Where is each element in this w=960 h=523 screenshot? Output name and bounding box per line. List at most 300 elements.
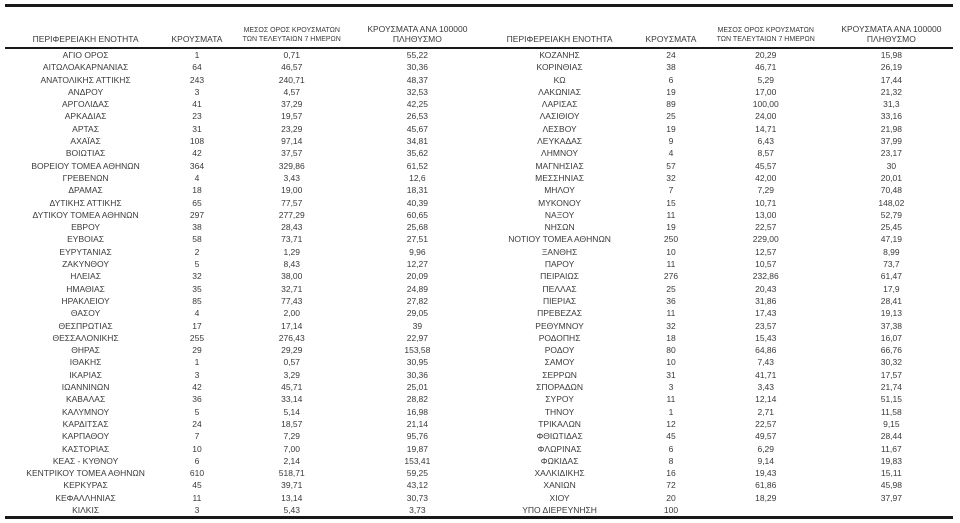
table-row [5, 504, 479, 516]
table-cell: ΕΥΒΟΙΑΣ [67, 234, 105, 245]
table-cell: 25 [666, 283, 676, 294]
table-row [5, 467, 479, 479]
table-cell: ΒΟΡΕΙΟΥ ΤΟΜΕΑ ΑΘΗΝΩΝ [31, 160, 140, 171]
table-cell: 30,32 [880, 357, 902, 368]
table-row [479, 467, 953, 479]
table-cell: 8,99 [883, 246, 900, 257]
table-cell: 6 [194, 455, 200, 466]
table-cell: ΚΑΛΥΜΝΟΥ [61, 406, 110, 417]
table-row [5, 295, 479, 307]
table-cell: ΛΑΡΙΣΑΣ [541, 99, 578, 110]
table-cell: ΝΗΣΩΝ [544, 222, 575, 233]
table-row [5, 98, 479, 110]
table-cell: 97,14 [281, 136, 303, 147]
table-cell: ΘΑΣΟΥ [70, 308, 101, 319]
col-header-cases-label: ΚΡΟΥΣΜΑΤΑ [171, 34, 223, 44]
table-cell: ΛΕΥΚΑΔΑΣ [537, 136, 583, 147]
table-row [5, 258, 479, 270]
table-cell: 24 [192, 418, 202, 429]
table-cell: 21,32 [880, 86, 902, 97]
table-cell: 29,29 [281, 345, 303, 356]
table-row [5, 320, 479, 332]
table-cell: 36 [192, 394, 202, 405]
table-cell: 29,05 [406, 308, 428, 319]
table-row [5, 492, 479, 504]
table-cell: 19 [666, 86, 676, 97]
table-cell: 58 [192, 234, 202, 245]
cases-table-right [479, 7, 953, 516]
table-cell: ΑΡΚΑΔΙΑΣ [64, 111, 107, 122]
table-cell: ΦΛΩΡΙΝΑΣ [537, 443, 582, 454]
table-row [5, 160, 479, 172]
table-cell: 20,43 [755, 283, 777, 294]
table-cell: 18,31 [406, 185, 428, 196]
table-cell: ΘΕΣΣΑΛΟΝΙΚΗΣ [52, 332, 119, 343]
table-cell: 4,57 [283, 86, 301, 97]
table-cell: 7 [194, 431, 200, 442]
table-cell: 34,81 [406, 136, 428, 147]
table-cell: 3,43 [283, 172, 301, 183]
table-cell: 28,43 [281, 222, 303, 233]
table-cell: ΦΩΚΙΔΑΣ [540, 455, 579, 466]
table-cell: ΔΡΑΜΑΣ [68, 185, 103, 196]
table-cell: 100,00 [752, 99, 779, 110]
table-cell: 610 [189, 468, 205, 479]
table-cell: ΠΕΛΛΑΣ [542, 283, 577, 294]
table-cell: 38 [666, 62, 676, 73]
table-cell: 1 [194, 50, 200, 60]
table-cell: 11 [666, 209, 676, 220]
table-cell: 3 [194, 504, 200, 515]
table-cell: 31,86 [755, 295, 777, 306]
table-body-right [479, 48, 953, 516]
table-cell: 19 [666, 123, 676, 134]
table-cell: 1,29 [283, 246, 301, 257]
table-row [479, 418, 953, 430]
table-cell: 32 [666, 320, 676, 331]
table-row [5, 455, 479, 467]
table-row [479, 443, 953, 455]
table-cell: 276,43 [278, 332, 305, 343]
table-row [5, 135, 479, 147]
table-row [479, 479, 953, 491]
table-cell: 37,57 [281, 148, 303, 159]
table-cell: 20 [666, 492, 676, 503]
table-cell: 80 [666, 345, 676, 356]
table-cell: 15,98 [880, 50, 902, 60]
table-cell: 77,57 [281, 197, 303, 208]
table-row [479, 258, 953, 270]
table-cell: 43,12 [406, 480, 428, 491]
col-header-avg7-line2: ΤΩΝ ΤΕΛΕΥΤΑΙΩΝ 7 ΗΜΕΡΩΝ [716, 35, 815, 43]
table-cell: 11,67 [881, 443, 902, 454]
table-cell: 26,53 [406, 111, 428, 122]
table-cell: 73,71 [281, 234, 303, 245]
table-cell: ΚΑΣΤΟΡΙΑΣ [61, 443, 110, 454]
table-cell: ΒΟΙΩΤΙΑΣ [65, 148, 106, 159]
table-cell: 5,43 [283, 504, 301, 515]
table-cell: 1 [194, 357, 200, 368]
table-cell: ΚΑΒΑΛΑΣ [65, 394, 106, 405]
table-cell: 45 [666, 431, 676, 442]
table-cell: 250 [663, 234, 679, 245]
table-cell: 70,48 [880, 185, 902, 196]
table-cell: 1 [668, 406, 674, 417]
table-cell: ΞΑΝΘΗΣ [541, 246, 578, 257]
col-header-per100k-line2: ΠΛΗΘΥΣΜΟ [392, 34, 442, 44]
table-cell: 41 [192, 99, 202, 110]
table-cell: ΔΥΤΙΚΟΥ ΤΟΜΕΑ ΑΘΗΝΩΝ [32, 209, 139, 220]
table-cell: 15 [666, 197, 676, 208]
table-cell: ΚΕΑΣ - ΚΥΘΝΟΥ [52, 455, 119, 466]
table-cell: 31,3 [883, 99, 900, 110]
table-cell: 32,53 [406, 86, 428, 97]
table-cell: 30,95 [406, 357, 428, 368]
table-cell: 21,14 [406, 418, 428, 429]
table-cell: ΜΗΛΟΥ [544, 185, 575, 196]
table-row [5, 479, 479, 491]
table-cell: 42 [192, 148, 202, 159]
table-cell: 32,71 [281, 283, 303, 294]
table-cell: 6 [668, 74, 674, 85]
table-cell: 18 [192, 185, 202, 196]
table-cell: ΠΕΙΡΑΙΩΣ [540, 271, 579, 282]
table-cell: ΑΧΑΪΑΣ [70, 136, 101, 147]
col-header-region [5, 7, 166, 48]
table-cell: 32 [666, 172, 676, 183]
table-cell: 364 [189, 160, 205, 171]
table-cell: 85 [192, 295, 202, 306]
table-row [5, 393, 479, 405]
table-cell: 232,86 [752, 271, 779, 282]
table-cell: ΚΟΖΑΝΗΣ [539, 50, 580, 60]
table-cell: ΙΘΑΚΗΣ [69, 357, 102, 368]
table-cell: 2,71 [757, 406, 775, 417]
table-cell: ΑΓΙΟ ΟΡΟΣ [62, 50, 109, 60]
table-cell: 31 [666, 369, 676, 380]
table-cell: ΚΕΡΚΥΡΑΣ [63, 480, 108, 491]
table-cell: ΤΗΝΟΥ [544, 406, 575, 417]
table-row [479, 61, 953, 73]
table-cell: ΑΡΓΟΛΙΔΑΣ [62, 99, 110, 110]
header-row [5, 7, 479, 48]
table-row [479, 110, 953, 122]
table-cell: ΛΑΣΙΘΙΟΥ [539, 111, 580, 122]
table-cell: 18,29 [755, 492, 777, 503]
table-cell: 33,14 [281, 394, 303, 405]
table-cell: 11 [666, 259, 676, 270]
table-cell: 3 [194, 369, 200, 380]
table-cell: ΠΑΡΟΥ [544, 259, 575, 270]
table-row [479, 147, 953, 159]
table-row [479, 307, 953, 319]
table-row [479, 430, 953, 442]
table-cell: 33,16 [880, 111, 902, 122]
tables-container [5, 7, 953, 516]
table-cell: 27,82 [406, 295, 428, 306]
table-cell: 4 [194, 308, 200, 319]
table-cell: 52,79 [880, 209, 902, 220]
bottom-rule [5, 516, 953, 519]
col-header-avg7-line1: ΜΕΣΟΣ ΟΡΟΣ ΚΡΟΥΣΜΑΤΩΝ [243, 27, 340, 34]
table-row [5, 48, 479, 61]
table-cell: 38 [192, 222, 202, 233]
table-cell: 46,71 [755, 62, 777, 73]
table-row [5, 172, 479, 184]
table-cell: 7,00 [283, 443, 301, 454]
table-cell: 55,22 [406, 50, 428, 60]
table-cell: 518,71 [278, 468, 305, 479]
table-row [479, 393, 953, 405]
table-cell: 47,19 [880, 234, 902, 245]
table-row [479, 172, 953, 184]
table-cell: ΥΠΟ ΔΙΕΡΕΥΝΗΣΗ [522, 504, 597, 515]
table-row [479, 123, 953, 135]
table-cell: 22,97 [406, 332, 428, 343]
table-cell: ΤΡΙΚΑΛΩΝ [538, 418, 581, 429]
table-cell: 28,41 [880, 295, 902, 306]
table-cell: ΣΕΡΡΩΝ [542, 369, 577, 380]
table-row [5, 233, 479, 245]
table-cell: 35,62 [406, 148, 428, 159]
table-cell: 30,36 [406, 369, 428, 380]
table-cell: 7,43 [757, 357, 775, 368]
table-cell: 25,01 [406, 382, 428, 393]
col-header-region-label: ΠΕΡΙΦΕΡΕΙΑΚΗ ΕΝΟΤΗΤΑ [32, 34, 139, 44]
table-cell: 10,57 [755, 259, 777, 270]
table-cell: 3,73 [409, 504, 426, 515]
col-header-region [479, 7, 640, 48]
table-cell: 17,9 [883, 283, 900, 294]
table-cell: 18 [666, 332, 676, 343]
col-header-avg7 [702, 7, 830, 48]
table-cell: 2,00 [283, 308, 301, 319]
table-row [479, 504, 953, 516]
table-cell: 30,36 [406, 62, 428, 73]
table-cell: 29 [192, 345, 202, 356]
table-cell: 38,00 [281, 271, 303, 282]
table-cell: 6 [668, 443, 674, 454]
table-cell: 17,00 [755, 86, 777, 97]
col-header-per100k-line1: ΚΡΟΥΣΜΑΤΑ ΑΝΑ 100000 [841, 24, 942, 34]
table-cell: 37,97 [880, 492, 902, 503]
table-cell: 65 [192, 197, 202, 208]
table-cell: ΚΩ [553, 74, 566, 85]
table-cell: 22,57 [755, 418, 777, 429]
table-cell: ΔΥΤΙΚΗΣ ΑΤΤΙΚΗΣ [49, 197, 122, 208]
table-row [5, 283, 479, 295]
table-cell: 95,76 [406, 431, 428, 442]
table-cell: 32 [192, 271, 202, 282]
table-cell: 61,86 [755, 480, 777, 491]
table-cell: 45,67 [406, 123, 428, 134]
table-cell: 30,73 [406, 492, 428, 503]
table-row [5, 406, 479, 418]
col-header-avg7-line2: ΤΩΝ ΤΕΛΕΥΤΑΙΩΝ 7 ΗΜΕΡΩΝ [242, 35, 341, 43]
table-cell: 11,58 [881, 406, 902, 417]
table-cell: ΜΑΓΝΗΣΙΑΣ [535, 160, 584, 171]
table-cell: 4 [194, 172, 200, 183]
table-cell: ΚΑΡΠΑΘΟΥ [61, 431, 110, 442]
table-cell: 66,76 [880, 345, 902, 356]
table-cell: ΛΗΜΝΟΥ [541, 148, 579, 159]
table-row [479, 98, 953, 110]
table-cell: 19,83 [880, 455, 902, 466]
table-cell: 10 [666, 357, 676, 368]
table-cell: 19 [666, 222, 676, 233]
table-row [5, 61, 479, 73]
table-cell: 41,71 [755, 369, 777, 380]
table-cell: 42,00 [755, 172, 777, 183]
table-cell: 25,68 [406, 222, 428, 233]
table-cell: 61,52 [406, 160, 428, 171]
table-cell: 12,57 [755, 246, 777, 257]
table-cell: 16 [666, 468, 676, 479]
table-row [5, 209, 479, 221]
table-cell: 10 [192, 443, 202, 454]
table-cell: ΧΑΝΙΩΝ [543, 480, 576, 491]
regional-cases-sheet [5, 4, 953, 519]
table-cell: 45,57 [755, 160, 777, 171]
table-cell: 9,15 [883, 418, 900, 429]
table-cell: ΕΥΡΥΤΑΝΙΑΣ [59, 246, 112, 257]
table-cell: 37,29 [281, 99, 303, 110]
table-cell: ΚΕΦΑΛΛΗΝΙΑΣ [55, 492, 116, 503]
table-cell: 17,44 [880, 74, 902, 85]
table-cell: 10,71 [755, 197, 777, 208]
table-row [5, 221, 479, 233]
table-cell [702, 504, 830, 516]
table-cell: 11 [192, 492, 202, 503]
table-cell: ΜΕΣΣΗΝΙΑΣ [535, 172, 584, 183]
table-row [5, 307, 479, 319]
table-cell: 23 [192, 111, 202, 122]
table-cell: 21,98 [880, 123, 902, 134]
table-cell: 39 [412, 320, 423, 331]
table-cell: 3 [194, 86, 200, 97]
col-header-avg7-line1: ΜΕΣΟΣ ΟΡΟΣ ΚΡΟΥΣΜΑΤΩΝ [717, 27, 814, 34]
table-cell: ΖΑΚΥΝΘΟΥ [62, 259, 110, 270]
table-cell: 0,71 [283, 50, 301, 60]
table-row [479, 295, 953, 307]
col-header-avg7 [228, 7, 356, 48]
table-row [5, 123, 479, 135]
table-cell: 59,25 [406, 468, 428, 479]
table-cell: 7 [668, 185, 674, 196]
table-cell: ΛΑΚΩΝΙΑΣ [538, 86, 581, 97]
table-cell: ΘΕΣΠΡΩΤΙΑΣ [58, 320, 113, 331]
table-cell: 153,58 [404, 345, 431, 356]
table-cell: 57 [666, 160, 676, 171]
table-cell: 61,47 [880, 271, 902, 282]
table-cell: 37,38 [880, 320, 902, 331]
table-row [479, 184, 953, 196]
table-cell: 35 [192, 283, 202, 294]
table-row [5, 197, 479, 209]
header-row [479, 7, 953, 48]
table-row [479, 356, 953, 368]
table-cell: ΦΘΙΩΤΙΔΑΣ [536, 431, 583, 442]
table-cell: 39,71 [281, 480, 303, 491]
table-row [479, 344, 953, 356]
table-row [479, 320, 953, 332]
table-cell: 77,43 [281, 295, 303, 306]
table-cell: 64,86 [755, 345, 777, 356]
col-header-cases [640, 7, 702, 48]
table-cell: 19,43 [755, 468, 777, 479]
table-cell: 255 [189, 332, 205, 343]
table-cell: 51,15 [880, 394, 902, 405]
table-cell: 36 [666, 295, 676, 306]
table-cell: 45,71 [281, 382, 303, 393]
table-cell: 12,6 [409, 172, 426, 183]
table-row [5, 86, 479, 98]
table-cell: 40,39 [406, 197, 428, 208]
col-header-cases [166, 7, 228, 48]
table-cell: ΑΡΤΑΣ [72, 123, 99, 134]
table-cell: ΛΕΣΒΟΥ [542, 123, 577, 134]
table-cell: ΗΛΕΙΑΣ [70, 271, 101, 282]
table-cell: 297 [189, 209, 205, 220]
table-cell: 31 [192, 123, 202, 134]
table-row [479, 492, 953, 504]
table-cell: 89 [666, 99, 676, 110]
table-row [5, 430, 479, 442]
table-cell: ΕΒΡΟΥ [71, 222, 101, 233]
table-cell [830, 504, 953, 516]
table-cell: 24,00 [755, 111, 777, 122]
table-row [5, 381, 479, 393]
table-cell: 19,00 [281, 185, 303, 196]
table-cell: 28,44 [880, 431, 902, 442]
col-header-per100k [356, 7, 479, 48]
table-cell: 6,29 [757, 443, 775, 454]
table-row [479, 209, 953, 221]
table-cell: 0,57 [283, 357, 301, 368]
table-row [479, 381, 953, 393]
table-row [5, 110, 479, 122]
table-cell: 2 [194, 246, 200, 257]
table-cell: 100 [663, 504, 679, 515]
table-row [479, 455, 953, 467]
table-cell: 45,98 [880, 480, 902, 491]
table-cell: 19,87 [406, 443, 428, 454]
table-cell: 12 [666, 418, 676, 429]
table-cell: 329,86 [278, 160, 305, 171]
table-row [479, 160, 953, 172]
table-row [479, 332, 953, 344]
table-cell: 13,14 [281, 492, 303, 503]
table-row [479, 48, 953, 61]
table-cell: 72 [666, 480, 676, 491]
table-row [479, 221, 953, 233]
table-cell: ΗΡΑΚΛΕΙΟΥ [61, 295, 110, 306]
table-cell: 148,02 [878, 197, 905, 208]
table-cell: 240,71 [278, 74, 305, 85]
table-cell: ΡΟΔΟΠΗΣ [538, 332, 581, 343]
table-cell: 25,45 [880, 222, 902, 233]
table-cell: 64 [192, 62, 202, 73]
table-cell: 243 [189, 74, 205, 85]
table-cell: 22,57 [755, 222, 777, 233]
table-cell: 73,7 [883, 259, 900, 270]
table-row [5, 369, 479, 381]
table-cell: ΠΙΕΡΙΑΣ [543, 295, 577, 306]
table-row [5, 270, 479, 282]
table-cell: 6,43 [757, 136, 775, 147]
table-cell: 15,11 [881, 468, 902, 479]
table-cell: 9,96 [409, 246, 426, 257]
